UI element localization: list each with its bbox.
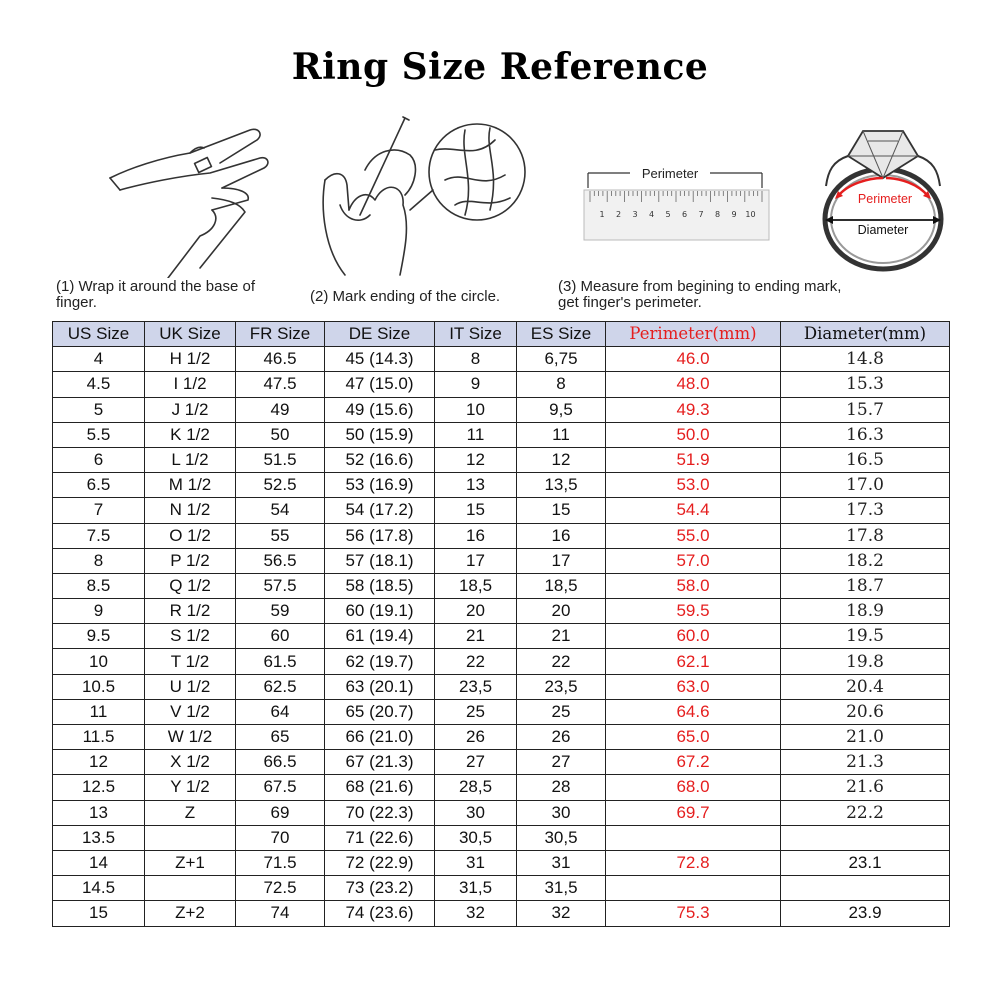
ruler-number: 5 <box>665 210 671 219</box>
cell-diameter: 14.8 <box>781 347 950 372</box>
ring-diameter-label: Diameter <box>857 223 909 237</box>
cell-es-size: 26 <box>517 725 606 750</box>
cell-es-size: 32 <box>517 901 606 926</box>
header-diameter: Diameter(mm) <box>781 322 950 347</box>
cell-it-size: 11 <box>435 422 517 447</box>
cell-de-size: 52 (16.6) <box>325 447 435 472</box>
cell-it-size: 32 <box>435 901 517 926</box>
cell-perimeter <box>606 876 781 901</box>
cell-fr-size: 47.5 <box>236 372 325 397</box>
table-row <box>53 548 950 573</box>
cell-de-size: 67 (21.3) <box>325 750 435 775</box>
ruler-perimeter-label: Perimeter <box>641 166 699 181</box>
cell-fr-size: 69 <box>236 800 325 825</box>
ring-illustration <box>808 116 958 276</box>
cell-uk-size: K 1/2 <box>145 422 236 447</box>
cell-it-size: 22 <box>435 649 517 674</box>
cell-de-size: 57 (18.1) <box>325 548 435 573</box>
cell-us-size: 6 <box>53 447 145 472</box>
cell-us-size: 13.5 <box>53 825 145 850</box>
ruler-number: 2 <box>615 210 622 219</box>
cell-fr-size: 49 <box>236 397 325 422</box>
cell-diameter: 19.8 <box>781 649 950 674</box>
hand-wrap-illustration <box>100 118 280 278</box>
cell-it-size: 9 <box>435 372 517 397</box>
cell-us-size: 7 <box>53 498 145 523</box>
cell-uk-size: H 1/2 <box>145 347 236 372</box>
header-fr-size: FR Size <box>236 322 325 347</box>
header-uk-size: UK Size <box>145 322 236 347</box>
cell-us-size: 11 <box>53 699 145 724</box>
cell-diameter: 21.3 <box>781 750 950 775</box>
cell-it-size: 31 <box>435 850 517 875</box>
cell-uk-size: N 1/2 <box>145 498 236 523</box>
cell-fr-size: 59 <box>236 599 325 624</box>
table-row <box>53 523 950 548</box>
header-us-size: US Size <box>53 322 145 347</box>
table-row <box>53 573 950 598</box>
cell-us-size: 9 <box>53 599 145 624</box>
cell-perimeter: 72.8 <box>606 850 781 875</box>
cell-uk-size: L 1/2 <box>145 447 236 472</box>
cell-it-size: 13 <box>435 473 517 498</box>
cell-it-size: 23,5 <box>435 674 517 699</box>
cell-fr-size: 71.5 <box>236 850 325 875</box>
cell-us-size: 7.5 <box>53 523 145 548</box>
cell-perimeter: 57.0 <box>606 548 781 573</box>
cell-diameter: 17.3 <box>781 498 950 523</box>
cell-de-size: 73 (23.2) <box>325 876 435 901</box>
cell-us-size: 10.5 <box>53 674 145 699</box>
cell-us-size: 8.5 <box>53 573 145 598</box>
cell-it-size: 28,5 <box>435 775 517 800</box>
cell-diameter <box>781 876 950 901</box>
cell-fr-size: 56.5 <box>236 548 325 573</box>
cell-es-size: 16 <box>517 523 606 548</box>
header-es-size: ES Size <box>517 322 606 347</box>
cell-de-size: 47 (15.0) <box>325 372 435 397</box>
table-row <box>53 397 950 422</box>
cell-uk-size: P 1/2 <box>145 548 236 573</box>
table-row <box>53 372 950 397</box>
cell-fr-size: 60 <box>236 624 325 649</box>
cell-perimeter: 62.1 <box>606 649 781 674</box>
cell-de-size: 49 (15.6) <box>325 397 435 422</box>
header-it-size: IT Size <box>435 322 517 347</box>
cell-de-size: 74 (23.6) <box>325 901 435 926</box>
cell-de-size: 63 (20.1) <box>325 674 435 699</box>
cell-es-size: 11 <box>517 422 606 447</box>
cell-diameter: 18.7 <box>781 573 950 598</box>
cell-es-size: 23,5 <box>517 674 606 699</box>
cell-fr-size: 46.5 <box>236 347 325 372</box>
cell-us-size: 4 <box>53 347 145 372</box>
cell-es-size: 17 <box>517 548 606 573</box>
cell-es-size: 8 <box>517 372 606 397</box>
cell-it-size: 18,5 <box>435 573 517 598</box>
cell-diameter: 19.5 <box>781 624 950 649</box>
cell-fr-size: 54 <box>236 498 325 523</box>
cell-de-size: 62 (19.7) <box>325 649 435 674</box>
cell-diameter: 20.4 <box>781 674 950 699</box>
cell-es-size: 22 <box>517 649 606 674</box>
table-row <box>53 876 950 901</box>
cell-es-size: 13,5 <box>517 473 606 498</box>
cell-fr-size: 65 <box>236 725 325 750</box>
cell-diameter: 15.3 <box>781 372 950 397</box>
caption-step-1: (1) Wrap it around the base of finger. <box>56 278 255 311</box>
cell-uk-size: J 1/2 <box>145 397 236 422</box>
cell-uk-size: T 1/2 <box>145 649 236 674</box>
table-row <box>53 649 950 674</box>
cell-de-size: 61 (19.4) <box>325 624 435 649</box>
cell-diameter: 16.5 <box>781 447 950 472</box>
cell-de-size: 70 (22.3) <box>325 800 435 825</box>
cell-uk-size: Z <box>145 800 236 825</box>
cell-it-size: 25 <box>435 699 517 724</box>
cell-uk-size: I 1/2 <box>145 372 236 397</box>
cell-it-size: 8 <box>435 347 517 372</box>
cell-fr-size: 50 <box>236 422 325 447</box>
cell-it-size: 30,5 <box>435 825 517 850</box>
ruler-number: 9 <box>731 210 737 219</box>
cell-it-size: 26 <box>435 725 517 750</box>
cell-it-size: 10 <box>435 397 517 422</box>
cell-uk-size: V 1/2 <box>145 699 236 724</box>
cell-us-size: 4.5 <box>53 372 145 397</box>
cell-diameter: 23.1 <box>781 850 950 875</box>
cell-perimeter: 67.2 <box>606 750 781 775</box>
table-row <box>53 498 950 523</box>
cell-fr-size: 51.5 <box>236 447 325 472</box>
table-row <box>53 473 950 498</box>
header-perimeter: Perimeter(mm) <box>606 322 781 347</box>
ruler-number: 6 <box>681 210 688 219</box>
cell-fr-size: 52.5 <box>236 473 325 498</box>
header-de-size: DE Size <box>325 322 435 347</box>
cell-uk-size: Z+2 <box>145 901 236 926</box>
cell-de-size: 66 (21.0) <box>325 725 435 750</box>
table-header-row <box>53 322 950 347</box>
cell-es-size: 30 <box>517 800 606 825</box>
cell-diameter: 17.8 <box>781 523 950 548</box>
cell-perimeter: 53.0 <box>606 473 781 498</box>
cell-es-size: 15 <box>517 498 606 523</box>
cell-it-size: 21 <box>435 624 517 649</box>
cell-it-size: 15 <box>435 498 517 523</box>
table-row <box>53 800 950 825</box>
cell-diameter: 18.2 <box>781 548 950 573</box>
cell-perimeter: 51.9 <box>606 447 781 472</box>
table-row <box>53 674 950 699</box>
cell-uk-size: M 1/2 <box>145 473 236 498</box>
cell-es-size: 18,5 <box>517 573 606 598</box>
cell-us-size: 15 <box>53 901 145 926</box>
cell-es-size: 31,5 <box>517 876 606 901</box>
cell-us-size: 5.5 <box>53 422 145 447</box>
caption-step-3: (3) Measure from begining to ending mark, get finger's perimeter. <box>558 278 842 311</box>
table-row <box>53 347 950 372</box>
cell-uk-size <box>145 876 236 901</box>
cell-de-size: 68 (21.6) <box>325 775 435 800</box>
cell-diameter: 15.7 <box>781 397 950 422</box>
cell-us-size: 12.5 <box>53 775 145 800</box>
hand-mark-illustration <box>305 110 535 280</box>
cell-de-size: 45 (14.3) <box>325 347 435 372</box>
page-title: Ring Size Reference <box>291 46 709 88</box>
table-row <box>53 599 950 624</box>
cell-it-size: 20 <box>435 599 517 624</box>
cell-it-size: 17 <box>435 548 517 573</box>
table-row <box>53 750 950 775</box>
cell-es-size: 9,5 <box>517 397 606 422</box>
cell-it-size: 30 <box>435 800 517 825</box>
cell-us-size: 14 <box>53 850 145 875</box>
cell-es-size: 27 <box>517 750 606 775</box>
cell-diameter: 22.2 <box>781 800 950 825</box>
cell-perimeter: 54.4 <box>606 498 781 523</box>
cell-uk-size: R 1/2 <box>145 599 236 624</box>
cell-perimeter: 58.0 <box>606 573 781 598</box>
cell-es-size: 25 <box>517 699 606 724</box>
cell-us-size: 12 <box>53 750 145 775</box>
cell-es-size: 28 <box>517 775 606 800</box>
table-row <box>53 901 950 926</box>
cell-us-size: 10 <box>53 649 145 674</box>
cell-de-size: 53 (16.9) <box>325 473 435 498</box>
cell-perimeter: 75.3 <box>606 901 781 926</box>
cell-perimeter: 48.0 <box>606 372 781 397</box>
cell-us-size: 8 <box>53 548 145 573</box>
ruler-number: 3 <box>632 210 638 219</box>
cell-fr-size: 66.5 <box>236 750 325 775</box>
table-row <box>53 699 950 724</box>
cell-es-size: 21 <box>517 624 606 649</box>
cell-de-size: 56 (17.8) <box>325 523 435 548</box>
caption-step-2: (2) Mark ending of the circle. <box>310 288 501 305</box>
cell-de-size: 54 (17.2) <box>325 498 435 523</box>
cell-fr-size: 62.5 <box>236 674 325 699</box>
cell-perimeter: 49.3 <box>606 397 781 422</box>
table-row <box>53 447 950 472</box>
cell-de-size: 72 (22.9) <box>325 850 435 875</box>
cell-perimeter: 59.5 <box>606 599 781 624</box>
cell-fr-size: 57.5 <box>236 573 325 598</box>
cell-us-size: 13 <box>53 800 145 825</box>
cell-it-size: 16 <box>435 523 517 548</box>
cell-uk-size: Z+1 <box>145 850 236 875</box>
cell-uk-size: X 1/2 <box>145 750 236 775</box>
cell-fr-size: 74 <box>236 901 325 926</box>
ruler-number: 10 <box>745 210 756 219</box>
cell-fr-size: 64 <box>236 699 325 724</box>
ruler-number: 4 <box>648 210 655 219</box>
cell-uk-size: S 1/2 <box>145 624 236 649</box>
cell-perimeter <box>606 825 781 850</box>
table-row <box>53 624 950 649</box>
cell-fr-size: 72.5 <box>236 876 325 901</box>
cell-fr-size: 67.5 <box>236 775 325 800</box>
cell-us-size: 5 <box>53 397 145 422</box>
ruler-number: 8 <box>714 210 721 219</box>
cell-us-size: 14.5 <box>53 876 145 901</box>
cell-diameter: 18.9 <box>781 599 950 624</box>
ring-size-table <box>52 321 950 927</box>
cell-fr-size: 55 <box>236 523 325 548</box>
cell-us-size: 9.5 <box>53 624 145 649</box>
cell-us-size: 11.5 <box>53 725 145 750</box>
cell-diameter: 20.6 <box>781 699 950 724</box>
cell-uk-size: O 1/2 <box>145 523 236 548</box>
cell-es-size: 31 <box>517 850 606 875</box>
cell-perimeter: 69.7 <box>606 800 781 825</box>
cell-de-size: 58 (18.5) <box>325 573 435 598</box>
table-row <box>53 825 950 850</box>
cell-perimeter: 65.0 <box>606 725 781 750</box>
cell-perimeter: 55.0 <box>606 523 781 548</box>
cell-fr-size: 70 <box>236 825 325 850</box>
cell-uk-size <box>145 825 236 850</box>
cell-es-size: 12 <box>517 447 606 472</box>
ruler-number: 1 <box>599 210 605 219</box>
cell-perimeter: 64.6 <box>606 699 781 724</box>
cell-es-size: 30,5 <box>517 825 606 850</box>
cell-perimeter: 60.0 <box>606 624 781 649</box>
cell-de-size: 50 (15.9) <box>325 422 435 447</box>
ring-perimeter-label: Perimeter <box>857 192 913 206</box>
cell-it-size: 27 <box>435 750 517 775</box>
cell-us-size: 6.5 <box>53 473 145 498</box>
cell-diameter: 17.0 <box>781 473 950 498</box>
cell-es-size: 20 <box>517 599 606 624</box>
table-row <box>53 850 950 875</box>
cell-uk-size: W 1/2 <box>145 725 236 750</box>
cell-uk-size: Q 1/2 <box>145 573 236 598</box>
ruler-illustration <box>582 160 772 250</box>
cell-it-size: 12 <box>435 447 517 472</box>
cell-diameter <box>781 825 950 850</box>
cell-diameter: 23.9 <box>781 901 950 926</box>
cell-perimeter: 63.0 <box>606 674 781 699</box>
cell-perimeter: 46.0 <box>606 347 781 372</box>
cell-diameter: 16.3 <box>781 422 950 447</box>
cell-de-size: 60 (19.1) <box>325 599 435 624</box>
cell-es-size: 6,75 <box>517 347 606 372</box>
cell-de-size: 65 (20.7) <box>325 699 435 724</box>
cell-it-size: 31,5 <box>435 876 517 901</box>
cell-fr-size: 61.5 <box>236 649 325 674</box>
cell-uk-size: U 1/2 <box>145 674 236 699</box>
cell-de-size: 71 (22.6) <box>325 825 435 850</box>
cell-diameter: 21.6 <box>781 775 950 800</box>
table-row <box>53 775 950 800</box>
ruler-number: 7 <box>698 210 704 219</box>
cell-diameter: 21.0 <box>781 725 950 750</box>
cell-perimeter: 50.0 <box>606 422 781 447</box>
cell-uk-size: Y 1/2 <box>145 775 236 800</box>
table-row <box>53 422 950 447</box>
table-row <box>53 725 950 750</box>
cell-perimeter: 68.0 <box>606 775 781 800</box>
